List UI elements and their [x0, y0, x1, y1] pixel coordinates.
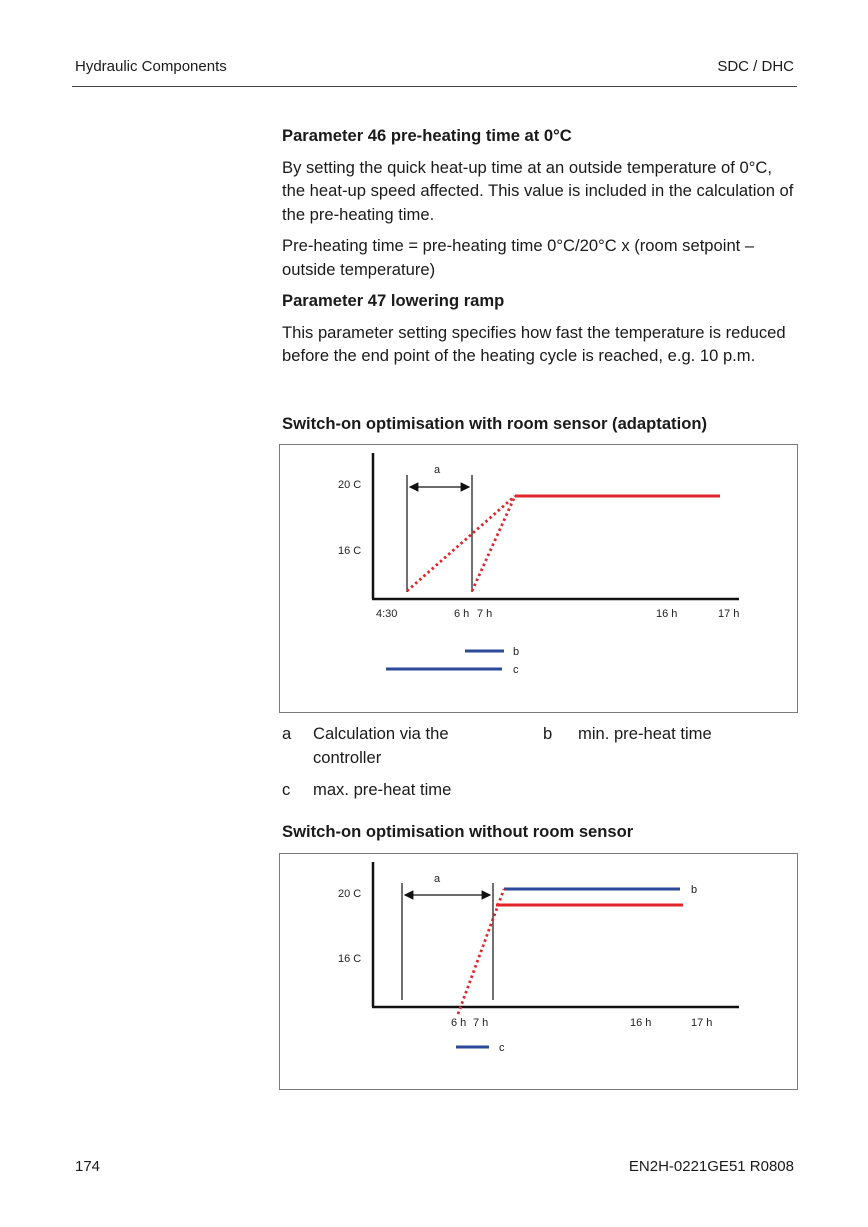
y-label-20c: 20 C	[338, 479, 362, 491]
page-number: 174	[75, 1158, 101, 1175]
doc-code: EN2H-0221GE51 R0808	[628, 1158, 794, 1175]
legend-b-text: min. pre-heat time	[578, 724, 712, 743]
figure1-svg	[280, 445, 797, 712]
x-label-16h: 16 h	[656, 608, 678, 620]
ramp-min	[472, 496, 515, 591]
marker-a: a	[434, 873, 441, 885]
x-label-7h: 7 h	[473, 1017, 489, 1029]
param46-para2: Pre-heating time = pre-heating time 0°C/20°C x (room setpoint – outside temperature)	[282, 236, 755, 279]
x-label-16h: 16 h	[630, 1017, 652, 1029]
figure2-title: Switch-on optimisation without room sensor	[282, 822, 634, 841]
text-column	[282, 124, 797, 368]
header-right: SDC / DHC	[717, 58, 794, 75]
figure2-diagram	[279, 853, 798, 1090]
param47-title: Parameter 47 lowering ramp	[282, 291, 505, 310]
x-label-17h: 17 h	[718, 608, 740, 620]
figure1-title: Switch-on optimisation with room sensor (adaptation)	[282, 414, 707, 433]
y-label-16c: 16 C	[338, 545, 362, 557]
marker-b: b	[513, 646, 520, 658]
x-label-17h: 17 h	[691, 1017, 713, 1029]
marker-b: b	[691, 884, 698, 896]
x-label-430: 4:30	[376, 608, 398, 620]
figure2-svg	[280, 854, 797, 1089]
marker-c: c	[513, 664, 519, 676]
legend-a-text: Calculation via the controller	[313, 724, 449, 767]
legend-b-key: b	[543, 724, 553, 743]
figure1-diagram	[279, 444, 798, 713]
param46-para1: By setting the quick heat-up time at an outside temperature of 0°C, the heat-up speed affected. This value is included in the calculation of the pre-heating time.	[282, 157, 794, 224]
ramp-max	[407, 496, 515, 591]
ramp	[458, 889, 504, 1014]
marker-a: a	[434, 464, 441, 476]
param47-para: This parameter setting specifies how fast the temperature is reduced before the end point of the heating cycle is reached, e.g. 10 p.m.	[282, 322, 786, 365]
param46-title: Parameter 46 pre-heating time at 0°C	[282, 126, 572, 145]
header-left: Hydraulic Components	[75, 58, 227, 75]
header-rule	[72, 86, 797, 87]
x-label-6h: 6 h	[454, 608, 470, 620]
y-label-16c: 16 C	[338, 953, 362, 965]
y-label-20c: 20 C	[338, 888, 362, 900]
x-label-7h: 7 h	[477, 608, 493, 620]
legend-c-key: c	[282, 780, 291, 799]
x-label-6h: 6 h	[451, 1017, 467, 1029]
legend-a-key: a	[282, 724, 292, 743]
legend-c-text: max. pre-heat time	[313, 780, 452, 799]
marker-c: c	[499, 1042, 505, 1054]
